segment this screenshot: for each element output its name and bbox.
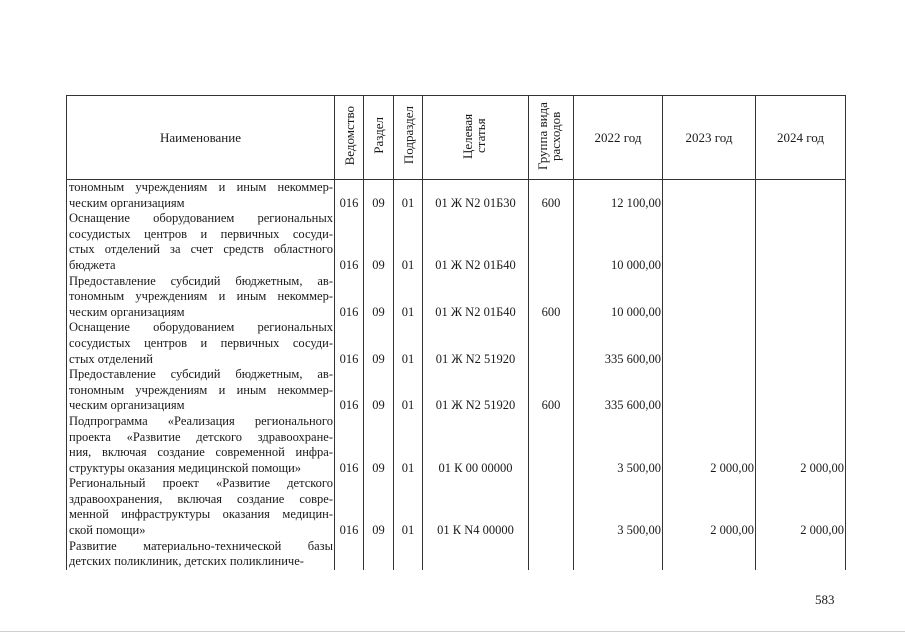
cell-section: 09: [364, 476, 394, 538]
table-row: [67, 476, 846, 538]
cell-2022: 10 000,00: [574, 211, 663, 273]
table-row: [67, 274, 846, 321]
table-row: [67, 180, 846, 212]
name-line: проекта «Развитие детского здравоохране-: [69, 429, 333, 444]
cell-subsection: [394, 539, 423, 570]
name-line: ния, включая создание современной инфра-: [69, 445, 333, 460]
cell-subsection: 01: [394, 180, 423, 212]
cell-2022: 335 600,00: [574, 367, 663, 414]
cell-expense-group: [529, 320, 574, 367]
cell-2023: [663, 211, 756, 273]
cell-2023: 2 000,00: [663, 476, 756, 538]
name-line: здравоохранения, включая создание совре-: [69, 491, 333, 506]
cell-subsection: 01: [394, 476, 423, 538]
cell-target-article: 01 Ж N2 01Б40: [423, 211, 529, 273]
name-line: ской помощи»: [69, 523, 146, 538]
header-target-article-label: Целевая статья: [459, 112, 488, 159]
table-row: [67, 320, 846, 367]
name-line: Оснащение оборудованием региональных: [69, 211, 333, 226]
name-line: тономным учреждениям и иным некоммер-: [69, 382, 333, 397]
name-line: менной инфраструктуры оказания медицин-: [69, 507, 333, 522]
cell-section: 09: [364, 414, 394, 476]
cell-expense-group: [529, 476, 574, 538]
cell-dept: [335, 539, 364, 570]
cell-2024: [756, 211, 846, 273]
header-2023-label: 2023 год: [685, 129, 733, 145]
name-line: Предоставление субсидий бюджетным, ав-: [69, 367, 333, 382]
cell-2024: [756, 367, 846, 414]
table-row: [67, 211, 846, 273]
name-line: Подпрограмма «Реализация регионального: [69, 413, 333, 428]
cell-expense-group: 600: [529, 274, 574, 321]
header-name: [67, 96, 335, 180]
cell-section: 09: [364, 180, 394, 212]
page-number: 583: [815, 592, 835, 607]
cell-2022: [574, 539, 663, 570]
cell-2022: 10 000,00: [574, 274, 663, 321]
cell-dept: 016: [335, 320, 364, 367]
cell-dept: 016: [335, 367, 364, 414]
header-subsection-label: Подраздел: [400, 106, 416, 165]
cell-subsection: 01: [394, 211, 423, 273]
cell-section: 09: [364, 211, 394, 273]
cell-2023: [663, 320, 756, 367]
header-2024-label: 2024 год: [777, 129, 824, 145]
header-2022: [574, 96, 663, 180]
cell-expense-group: 600: [529, 367, 574, 414]
table-row: [67, 414, 846, 476]
name-line: Региональный проект «Развитие детского: [69, 476, 333, 491]
header-dept: [335, 96, 364, 180]
cell-name: [67, 274, 335, 321]
header-2023: [663, 96, 756, 180]
cell-subsection: 01: [394, 367, 423, 414]
cell-name: [67, 180, 335, 212]
cell-name: [67, 367, 335, 414]
name-line: детских поликлиник, детских поликлиниче-: [69, 554, 304, 569]
cell-dept: 016: [335, 211, 364, 273]
cell-2024: 2 000,00: [756, 414, 846, 476]
cell-expense-group: [529, 539, 574, 570]
header-name-label: Наименование: [160, 129, 241, 145]
table-body: [67, 180, 846, 570]
cell-expense-group: [529, 211, 574, 273]
cell-2024: [756, 539, 846, 570]
cell-subsection: 01: [394, 414, 423, 476]
header-expense-group-label: Группа вида расходов: [535, 101, 563, 170]
footer-divider: [0, 631, 905, 632]
cell-section: [364, 539, 394, 570]
cell-name: [67, 211, 335, 273]
cell-target-article: 01 К 00 00000: [423, 414, 529, 476]
cell-2023: [663, 367, 756, 414]
header-expense-group: [529, 96, 574, 180]
name-line: стых отделений за счет средств областного: [69, 242, 333, 257]
cell-2023: [663, 274, 756, 321]
cell-target-article: 01 Ж N2 01Б30: [423, 180, 529, 212]
cell-2022: 3 500,00: [574, 414, 663, 476]
cell-target-article: 01 К N4 00000: [423, 476, 529, 538]
name-line: структуры оказания медицинской помощи»: [69, 460, 302, 475]
cell-subsection: 01: [394, 274, 423, 321]
cell-section: 09: [364, 367, 394, 414]
cell-target-article: 01 Ж N2 51920: [423, 320, 529, 367]
cell-name: [67, 320, 335, 367]
cell-name: [67, 476, 335, 538]
cell-2023: [663, 180, 756, 212]
cell-2024: [756, 274, 846, 321]
name-line: сосудистых центров и первичных сосуди-: [69, 335, 333, 350]
cell-2024: 2 000,00: [756, 476, 846, 538]
name-line: бюджета: [69, 257, 116, 272]
cell-dept: 016: [335, 180, 364, 212]
budget-table: [66, 95, 846, 570]
cell-section: 09: [364, 274, 394, 321]
table-header: [67, 96, 846, 180]
cell-2022: 335 600,00: [574, 320, 663, 367]
cell-name: [67, 414, 335, 476]
cell-2022: 12 100,00: [574, 180, 663, 212]
cell-2022: 3 500,00: [574, 476, 663, 538]
cell-dept: 016: [335, 414, 364, 476]
cell-2023: 2 000,00: [663, 414, 756, 476]
cell-target-article: [423, 539, 529, 570]
name-line: тономным учреждениям и иным некоммер-: [69, 180, 333, 194]
cell-expense-group: 600: [529, 180, 574, 212]
cell-dept: 016: [335, 274, 364, 321]
header-dept-label: Ведомство: [341, 105, 357, 166]
cell-target-article: 01 Ж N2 51920: [423, 367, 529, 414]
cell-name: [67, 539, 335, 570]
cell-target-article: 01 Ж N2 01Б40: [423, 274, 529, 321]
cell-section: 09: [364, 320, 394, 367]
name-line: тономным учреждениям и иным некоммер-: [69, 289, 333, 304]
header-section-label: Раздел: [371, 117, 386, 154]
header-section: [364, 96, 394, 180]
header-subsection: [394, 96, 423, 180]
cell-2024: [756, 180, 846, 212]
name-line: ческим организациям: [69, 195, 185, 210]
name-line: ческим организациям: [69, 398, 185, 413]
cell-expense-group: [529, 414, 574, 476]
name-line: Предоставление субсидий бюджетным, ав-: [69, 273, 333, 288]
header-target-article: [423, 96, 529, 180]
cell-subsection: 01: [394, 320, 423, 367]
cell-dept: 016: [335, 476, 364, 538]
cell-2023: [663, 539, 756, 570]
header-2022-label: 2022 год: [594, 129, 642, 145]
table-row: [67, 367, 846, 414]
name-line: сосудистых центров и первичных сосуди-: [69, 226, 333, 241]
name-line: Оснащение оборудованием региональных: [69, 320, 333, 335]
cell-2024: [756, 320, 846, 367]
name-line: Развитие материально-технической базы: [69, 538, 333, 553]
table-row: [67, 539, 846, 570]
name-line: стых отделений: [69, 351, 153, 366]
header-2024: [756, 96, 846, 180]
name-line: ческим организациям: [69, 304, 185, 319]
